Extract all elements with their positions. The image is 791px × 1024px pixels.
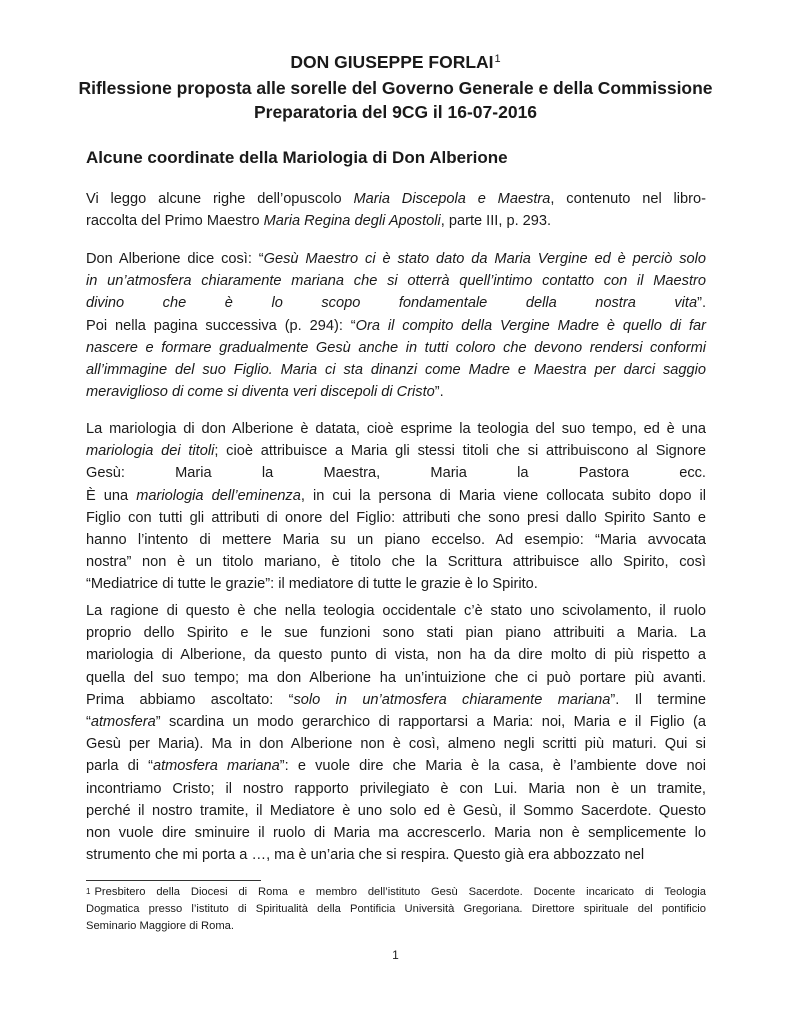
- text-line: È una mariologia dell’eminenza, in cui la persona di Maria viene collocata subito dopo il: [86, 487, 706, 504]
- italic-text: Maria Regina degli Apostoli: [263, 213, 441, 230]
- text-line: nostra” non è un titolo mariano, è titolo che la Scrittura attribuisce allo Spirito, così: [86, 554, 706, 571]
- text-line: raccolta del Primo Maestro Maria Regina degli Apostoli, parte III, p. 293.: [86, 213, 552, 230]
- text-line: Gesù per Maria). Ma in don Alberione non è così, almeno negli scritti più maturi. Qui si: [86, 736, 706, 753]
- page-number: 1: [392, 948, 399, 962]
- italic-text: atmosfera mariana: [152, 758, 280, 775]
- italic-text: all’immagine del suo Figlio. Maria ci sta dinanzi come Madre e Maestra per darci saggio: [86, 361, 706, 378]
- text-line: quella del suo tempo; ma don Alberione ha un’intuizione che ci può portare più avanti.: [86, 669, 706, 686]
- footnote-line: $^1$ Presbitero della Diocesi di Roma e membro dell’istituto Gesù Sacerdote. Docente incaricato di Teologia: [86, 886, 706, 898]
- text-line: [86, 337, 706, 359]
- text-line: non vuole dire sminuire il ruolo di Maria ma accrescerlo. Maria non è semplicemente lo: [86, 824, 706, 841]
- text-line: “atmosfera” scardina un modo gerarchico di rapportarsi a Maria: noi, Maria e il Figlio (a: [86, 713, 706, 730]
- text-line: Poi nella pagina successiva (p. 294): “Ora il compito della Vergine Madre è quello di far: [86, 317, 706, 334]
- text-line: strumento che mi porta a …, ma è un’aria che si respira. Questo già era abbozzato nel: [86, 847, 645, 864]
- author-name: DON GIUSEPPE FORLAI: [290, 52, 494, 72]
- subtitle-line-2: Preparatoria del 9CG il 16-07-2016: [253, 102, 538, 122]
- text-line: Figlio con tutti gli attributi di onore del Figlio: attributi che sono presi dallo Spirito Santo e: [86, 509, 706, 526]
- text-line: mariologia di Alberione, da questo punto di vista, non ha da dire molto di più rispetto a: [86, 647, 706, 664]
- text-line: incontriamo Cristo; il nostro rapporto privilegiato è con Lui. Maria non è un tramite,: [86, 780, 706, 797]
- italic-text: mariologia dei titoli: [86, 443, 215, 460]
- text-line: [86, 270, 706, 292]
- text-line: parla di “atmosfera mariana”: e vuole dire che Maria è la casa, è l’ambiente dove noi: [86, 758, 707, 775]
- italic-text: nascere e formare gradualmente Gesù anche in tutti coloro che devono rendersi conformi: [86, 339, 706, 356]
- paragraph: [86, 188, 706, 232]
- italic-text: mariologia dell’eminenza: [136, 487, 301, 504]
- paragraph: [86, 248, 706, 403]
- footnote-ref-marker: 1: [494, 53, 501, 65]
- italic-text: solo in un’atmosfera chiaramente mariana: [293, 691, 611, 708]
- italic-text: Maria Discepola e Maestra: [353, 191, 551, 207]
- text-line: mariologia dei titoli; cioè attribuisce a Maria gli stessi titoli che si attribuiscono al Signore: [86, 443, 706, 460]
- footnote-number: 1: [86, 887, 91, 896]
- text-line: [86, 359, 706, 381]
- text-line: proprio dello Spirito e le sue funzioni sono stati pian piano attribuiti a Maria. La: [86, 625, 706, 642]
- italic-text: in un’atmosfera chiaramente mariana che si otterrà quell’intimo contatto con il Maestro: [86, 273, 706, 290]
- text-line: La mariologia di don Alberione è datata, cioè esprime la teologia del suo tempo, ed è una: [86, 421, 706, 437]
- italic-text: meraviglioso di come si diventa veri discepoli di Cristo: [86, 384, 435, 401]
- text-line: Gesù: Maria la Maestra, Maria la Pastora ecc.: [86, 465, 706, 482]
- text-line: La ragione di questo è che nella teologia occidentale c’è stato uno scivolamento, il ruolo: [86, 603, 706, 619]
- text-line: “Mediatrice di tutte le grazie”: il mediatore di tutte le grazie è lo Spirito.: [86, 576, 538, 593]
- text-line: Don Alberione dice così: “Gesù Maestro ci è stato dato da Maria Vergine ed è perciò solo: [86, 251, 707, 267]
- footnote: [86, 884, 706, 935]
- text-line: Vi leggo alcune righe dell’opuscolo Maria Discepola e Maestra, contenuto nel libro-: [86, 191, 706, 207]
- italic-text: atmosfera: [90, 713, 156, 730]
- subtitle-line-1: Riflessione proposta alle sorelle del Governo Generale e della Commissione: [78, 78, 713, 98]
- text-line: meraviglioso di come si diventa veri discepoli di Cristo”.: [86, 384, 444, 401]
- text-line: perché il nostro tramite, il Mediatore è uno solo ed è Gesù, il Sommo Sacerdote. Questo: [86, 802, 706, 819]
- paragraph: [86, 600, 706, 866]
- footnote-line: Dogmatica presso l’istituto di Spiritualità della Pontificia Università Gregoriana. Direttore spirituale del pontificio: [86, 903, 706, 915]
- italic-text: Gesù Maestro ci è stato dato da Maria Vergine ed è perciò solo: [263, 251, 707, 267]
- text-line: divino che è lo scopo fondamentale della nostra vita”.: [86, 295, 706, 312]
- footnote-separator: [86, 880, 261, 881]
- paragraph: [86, 418, 706, 596]
- author-title: [60, 50, 731, 74]
- italic-text: Ora il compito della Vergine Madre è quello di far: [355, 317, 706, 334]
- footnote-line: Seminario Maggiore di Roma.: [86, 920, 234, 932]
- text-line: hanno l’intento di mettere Maria su un piano eccelso. Ad esempio: “Maria avvocata: [86, 531, 706, 548]
- section-heading: Alcune coordinate della Mariologia di Don Alberione: [86, 148, 508, 167]
- italic-text: divino che è lo scopo fondamentale della nostra vita: [86, 295, 698, 312]
- text-line: Prima abbiamo ascoltato: “solo in un’atmosfera chiaramente mariana”. Il termine: [86, 691, 706, 708]
